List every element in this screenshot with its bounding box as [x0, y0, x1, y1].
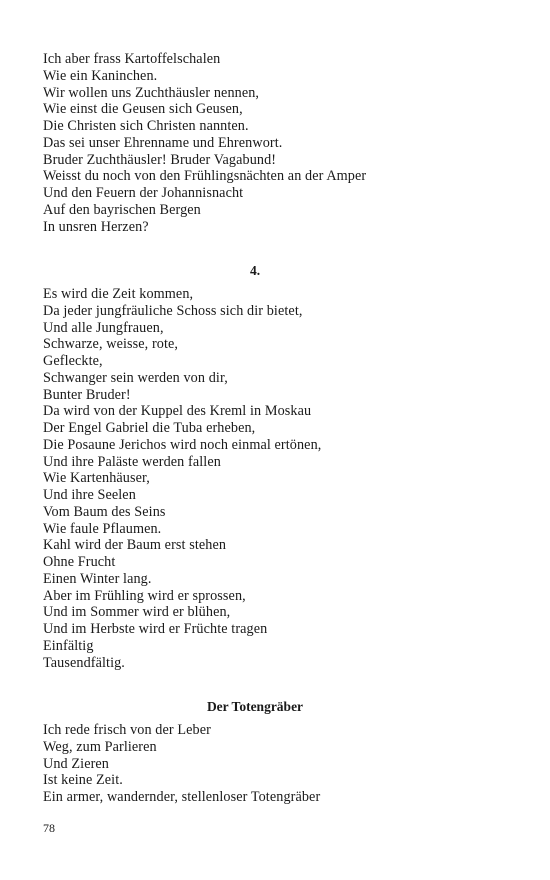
poem-title: Der Totengräber — [206, 699, 304, 714]
poem-line: Ich aber frass Kartoffelschalen — [43, 51, 221, 67]
poem-line: Die Christen sich Christen nannten. — [43, 118, 249, 134]
poem-line: Und ihre Seelen — [43, 487, 136, 503]
poem-line: Bunter Bruder! — [43, 386, 131, 403]
poem-line: Und Zieren — [43, 755, 110, 772]
poem-line: Da wird von der Kuppel des Kreml in Moskau — [43, 403, 312, 420]
poem-line: Und den Feuern der Johannisnacht — [43, 185, 244, 201]
poem-line: In unsren Herzen? — [43, 218, 149, 235]
poem-line: Ohne Frucht — [43, 554, 116, 570]
poem-line: Weg, zum Parlieren — [43, 738, 157, 755]
poem-line: Kahl wird der Baum erst stehen — [43, 537, 227, 554]
poem-line: Einen Winter lang. — [43, 570, 152, 587]
poem-line: Wie einst die Geusen sich Geusen, — [43, 101, 243, 118]
poem-line: Einfältig — [43, 637, 94, 654]
poem-line: Schwarze, weisse, rote, — [43, 336, 179, 353]
poem-line: Die Posaune Jerichos wird noch einmal ertönen, — [43, 436, 322, 453]
poem-line: Der Engel Gabriel die Tuba erheben, — [43, 420, 256, 436]
poem-line: Aber im Frühling wird er sprossen, — [43, 587, 246, 604]
poem-line: Weisst du noch von den Frühlingsnächten an der Amper — [43, 168, 367, 185]
poem-line: Auf den bayrischen Bergen — [43, 201, 201, 218]
page-number: 78 — [43, 821, 55, 835]
poem-line: Wir wollen uns Zuchthäusler nennen, — [43, 84, 260, 101]
poem-line: Wie Kartenhäuser, — [43, 470, 150, 487]
poem-line: Ein armer, wandernder, stellenloser Totengräber — [43, 789, 321, 805]
poem-line: Tausendfältig. — [43, 654, 125, 671]
poem-line: Ich rede frisch von der Leber — [43, 722, 211, 738]
poem-line: Schwanger sein werden von dir, — [43, 369, 228, 386]
poem-line: Und alle Jungfrauen, — [43, 319, 164, 336]
section-heading: 4. — [249, 263, 261, 278]
poem-line: Das sei unser Ehrenname und Ehrenwort. — [43, 134, 283, 151]
poem-line: Wie faule Pflaumen. — [43, 520, 162, 537]
poem-2-body — [43, 722, 513, 806]
poem-line: Und ihre Paläste werden fallen — [43, 453, 221, 470]
poem-line: Bruder Zuchthäusler! Bruder Vagabund! — [43, 151, 277, 168]
section-4-body — [43, 286, 513, 671]
stanza-intro — [43, 51, 513, 235]
poem-line: Es wird die Zeit kommen, — [43, 286, 194, 302]
poem-line: Und im Herbste wird er Früchte tragen — [43, 621, 268, 637]
poem-line: Vom Baum des Seins — [43, 503, 166, 520]
poem-line: Wie ein Kaninchen. — [43, 67, 158, 84]
poem-line: Da jeder jungfräuliche Schoss sich dir bietet, — [43, 302, 303, 319]
poem-line: Und im Sommer wird er blühen, — [43, 604, 231, 621]
poem-line: Ist keine Zeit. — [43, 772, 123, 789]
poem-line: Gefleckte, — [43, 353, 103, 369]
